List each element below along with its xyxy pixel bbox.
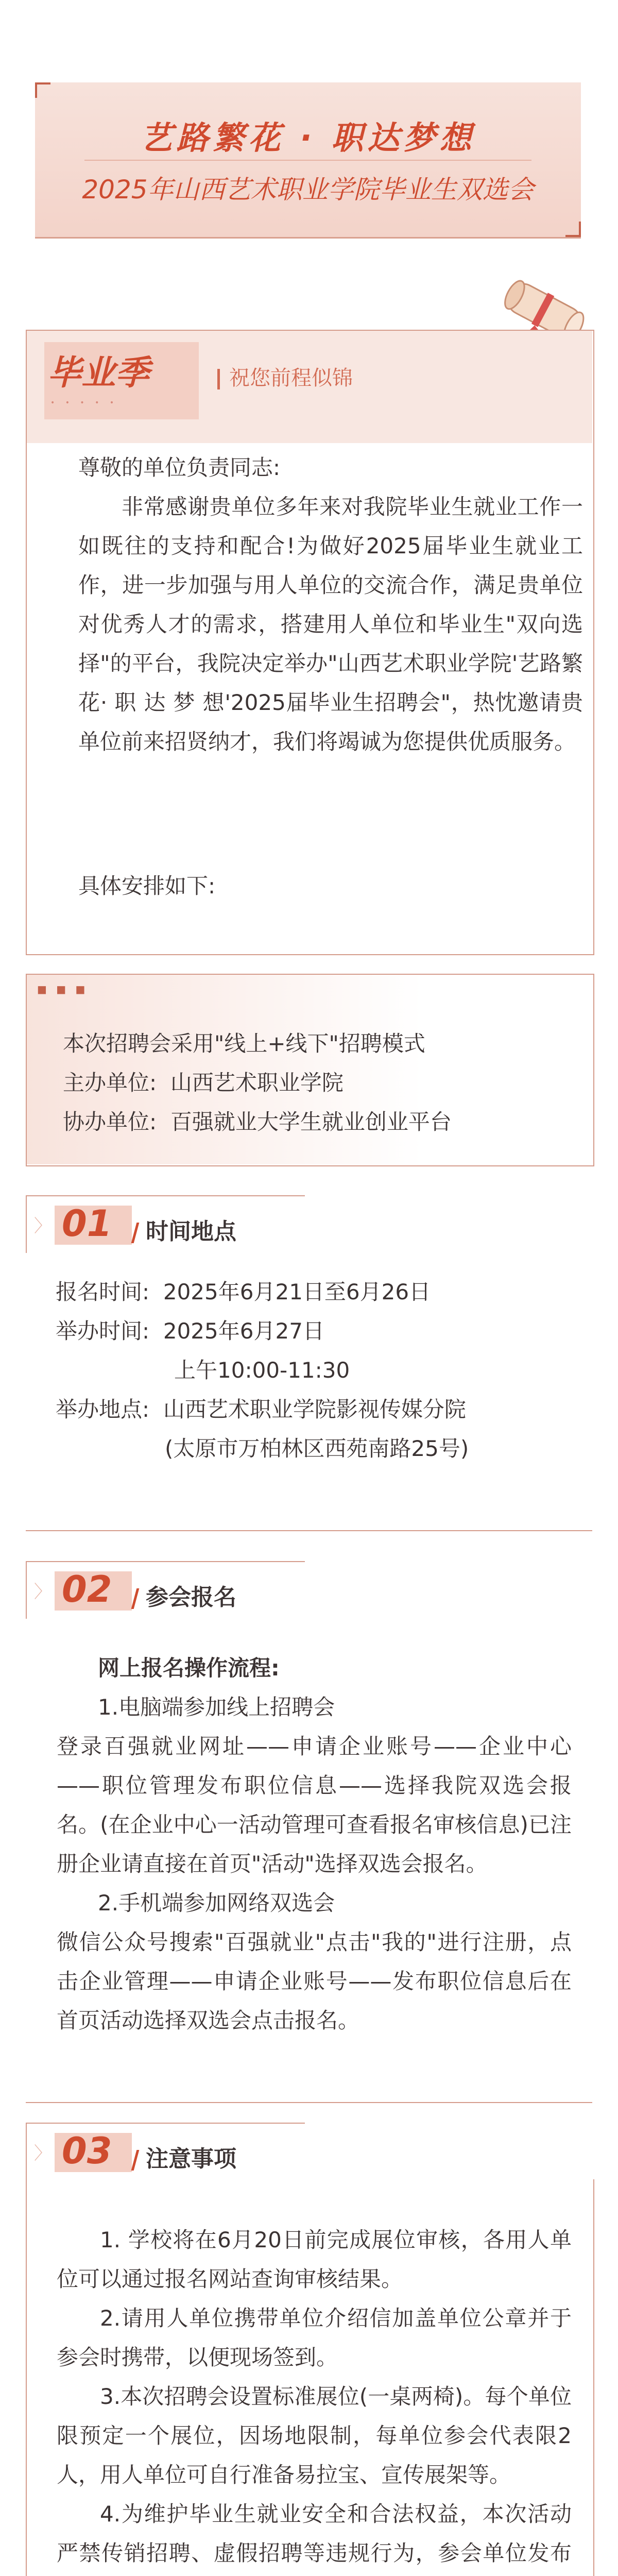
divider [84,160,531,161]
venue-row [56,1390,571,1429]
mode-line: 本次招聘会采用"线上+线下"招聘模式 [63,1031,425,1056]
greeting: 尊敬的单位负责同志: [78,455,281,480]
note-item: 1. 学校将在6月20日前完成展位审核，各用人单位可以通过报名网站查询审核结果。 [57,2227,572,2292]
tag-subtitle-text: 祝您前程似锦 [229,366,353,390]
recruitment-mode-card [26,974,594,1166]
pc-signup-title: 1.电脑端参加线上招聘会 [98,1694,335,1720]
invitation-letter: 非常感谢贵单位多年来对我院毕业生就业工作一如既往的支持和配合!为做好2025届毕业生就业工作，进一步加强与用人单位的交流合作，满足贵单位对优秀人才的需求，搭建用人单位和毕业生"双向选择"的平台，我院决定举办"山西艺术职业学院'艺路繁花· 职 达 梦 想'2025届毕业生招聘会"，热忱邀请贵单位前来招贤纳才，我们将竭诚为您提供优质服务。 [78,494,583,754]
signup-info [57,1649,572,2040]
registration-time-row [56,1273,571,1312]
host-row [63,1063,578,1103]
co-host-value: 百强就业大学生就业创业平台 [170,1109,452,1134]
decorative-dots: • • • • • [50,399,118,407]
graduation-season-tag: 毕业季 [47,353,149,393]
section-header-time-place [26,1195,592,1252]
event-hours-row [56,1351,571,1390]
co-host-label: 协办单位: [63,1109,157,1134]
section-header-notes [26,2123,592,2179]
section-title [134,1213,236,1246]
arrangement-intro: 具体安排如下: [78,873,216,899]
registration-time-label: 报名时间: [56,1279,150,1304]
section-title-text: 参会报名 [146,1584,236,1611]
banner-title: 艺路繁花 · 职达梦想 [140,119,476,157]
time-place-info [56,1273,571,1468]
intro-card [26,330,594,955]
notes-list [57,2221,572,2576]
note-item: 3.本次招聘会设置标准展位(一桌两椅)。每个单位限预定一个展位，因场地限制，每单位参会代表限2人，用人单位可自行准备易拉宝、宣传展架等。 [57,2384,572,2487]
decorative-dots: ■ ■ ■ [37,983,89,995]
section-title-text: 时间地点 [146,1218,236,1245]
host-value: 山西艺术职业学院 [170,1070,344,1095]
event-hours-value: 上午10:00-11:30 [174,1358,350,1383]
venue-address-row [56,1429,571,1468]
chevron-icon: 〉 [34,1582,52,1602]
divider [217,369,220,389]
section-title-text: 注意事项 [146,2146,236,2172]
event-time-row [56,1312,571,1351]
section-number: 01 [62,1202,112,1245]
mobile-signup-steps: 微信公众号搜索"百强就业"点击"我的"进行注册，点击企业管理——申请企业账号——发布职位信息后在首页活动选择双选会点击报名。 [57,1929,572,2033]
event-date-value: 2025年6月27日 [163,1318,324,1344]
chevron-icon: 〉 [34,1216,52,1236]
pc-signup-steps: 登录百强就业网址——申请企业账号——企业中心——职位管理发布职位信息——选择我院双选会报名。(在企业中心一活动管理可查看报名审核信息)已注册企业请直接在首页"活动"选择双选会报名。 [57,1734,572,1876]
registration-time-value: 2025年6月21日至6月26日 [163,1279,431,1304]
section-header-signup [26,1561,592,1618]
mode-info [63,1024,578,1142]
corner-bracket [565,222,581,237]
section-number: 02 [62,1568,112,1611]
section-title [134,2140,236,2173]
venue-label: 举办地点: [56,1397,150,1422]
venue-address-value: (太原市万柏林区西苑南路25号) [165,1436,469,1461]
section-title [134,1579,236,1612]
mobile-signup-title: 2.手机端参加网络双选会 [98,1890,335,1916]
section-number: 03 [62,2130,112,2172]
co-host-row [63,1103,578,1142]
note-item: 4.为维护毕业生就业安全和合法权益，本次活动严禁传销招聘、虚假招聘等违规行为，参会单位发布 [57,2501,572,2566]
host-label: 主办单位: [63,1070,157,1095]
event-time-label: 举办时间: [56,1318,150,1344]
header-banner [35,82,581,239]
corner-bracket [35,82,50,98]
note-item: 2.请用人单位携带单位介绍信加盖单位公章并于参会时携带，以便现场签到。 [57,2306,572,2370]
banner-subtitle: 2025年山西艺术职业学院毕业生双选会 [82,175,534,205]
tag-subtitle [217,362,353,391]
chevron-icon: 〉 [34,2143,52,2164]
signup-heading: 网上报名操作流程: [98,1655,280,1681]
venue-value: 山西艺术职业学院影视传媒分院 [163,1397,466,1422]
